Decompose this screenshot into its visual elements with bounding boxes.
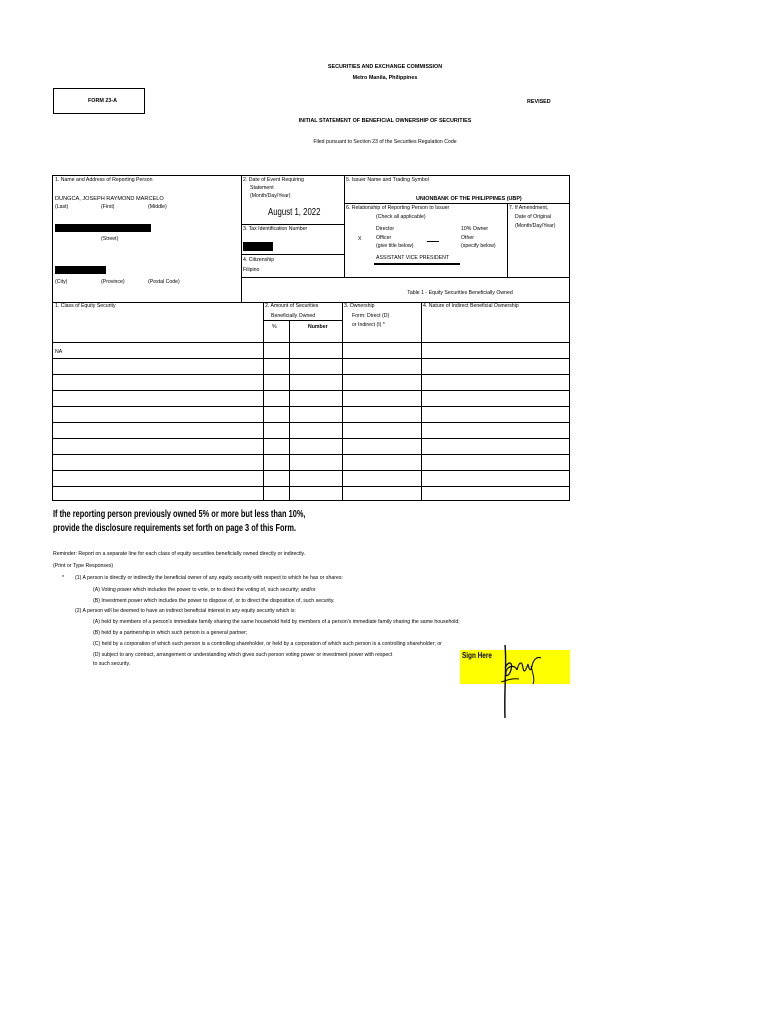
province-label: (Province) <box>101 279 125 285</box>
citizenship-value: Filipino <box>243 267 260 273</box>
col-divider <box>263 302 264 501</box>
divider <box>263 320 342 321</box>
reminder-asterisk: * <box>62 575 65 581</box>
reminder-line-1: Reminder: Report on a separate line for each class of equity securities beneficially owned directly or indirectly. <box>53 551 306 557</box>
reporting-person-name: DUNGCA, JOSEPH RAYMOND MARCELO <box>55 196 164 202</box>
officer-option: Officer <box>376 235 392 241</box>
middle-name-label: (Middle) <box>148 204 167 210</box>
table-row-line <box>52 486 570 487</box>
sign-here-label: Sign Here <box>462 651 492 660</box>
event-date-label-3: (Month/Day/Year) <box>250 193 291 199</box>
amendment-label: 7. If Amendment, <box>509 205 549 211</box>
col-ownership-header-2: Form: Direct (D) <box>352 313 390 319</box>
reminder-item-1b: (B) Investment power which includes the power to dispose of, or to direct the disposition of, such security. <box>93 598 335 604</box>
redacted-street <box>55 224 151 232</box>
issuer-value: UNIONBANK OF THE PHILIPPINES (UBP) <box>416 196 522 202</box>
street-label: (Street) <box>101 236 119 242</box>
col-amount-header-2: Beneficially Owned <box>271 313 316 319</box>
event-date-label-2: Statement <box>250 185 274 191</box>
last-name-label: (Last) <box>55 204 69 210</box>
col-ownership-header-3: or Indirect (I) * <box>352 322 385 328</box>
table1-title: Table 1 - Equity Securities Beneficially Owned <box>407 290 513 296</box>
table-row-line <box>52 454 570 455</box>
divider <box>344 175 345 277</box>
reminder-line-2: (Print or Type Responses) <box>53 563 114 569</box>
other-note: (specify below) <box>461 243 496 249</box>
redacted-tin <box>243 242 273 251</box>
first-name-label: (First) <box>101 204 115 210</box>
citizenship-label: 4. Citizenship <box>243 257 275 263</box>
col-amount-header: 2. Amount of Securities <box>265 303 319 309</box>
other-check-line <box>427 241 439 242</box>
table-row-line <box>52 470 570 471</box>
reminder-item-2: (2) A person will be deemed to have an indirect beneficial interest in any equity security which is: <box>75 608 296 614</box>
form-title: INITIAL STATEMENT OF BENEFICIAL OWNERSHIP OF SECURITIES <box>298 118 472 124</box>
reminder-item-2d-cont: to such security. <box>93 661 131 667</box>
table-row-line <box>52 358 570 359</box>
col-ownership-header: 3. Ownership <box>344 303 375 309</box>
officer-title-value: ASSISTANT VICE PRESIDENT <box>376 255 450 261</box>
postal-code-label: (Postal Code) <box>148 279 180 285</box>
notice-line-1: If the reporting person previously owned 5% or more but less than 10%, <box>53 509 306 520</box>
issuer-label: 5. Issuer Name and Trading Symbol <box>346 177 429 183</box>
table-cell-na: NA <box>55 349 63 355</box>
col-divider <box>289 320 290 501</box>
ten-pct-owner-option: 10% Owner <box>461 226 489 232</box>
tin-label: 3. Tax Identification Number <box>243 226 308 232</box>
col-divider <box>421 302 422 501</box>
city-label: (City) <box>55 279 68 285</box>
form-id: FORM 23-A <box>88 98 118 104</box>
officer-note: (give title below) <box>376 243 414 249</box>
signature-image <box>495 640 555 720</box>
divider <box>241 277 570 278</box>
divider <box>241 254 344 255</box>
col-divider <box>342 302 343 501</box>
col-percent-header: % <box>272 324 277 330</box>
amendment-label-2: Date of Original <box>515 214 552 220</box>
table-row-line <box>52 374 570 375</box>
form-id-box <box>53 88 145 114</box>
officer-check-mark: X <box>358 236 362 242</box>
table-row-line <box>52 422 570 423</box>
notice-line-2: provide the disclosure requirements set forth on page 3 of this Form. <box>53 523 297 534</box>
col-number-header: Number <box>308 324 328 330</box>
check-applicable: (Check all applicable) <box>376 214 426 220</box>
event-date-value: August 1, 2022 <box>268 207 321 218</box>
table-row-line <box>52 342 570 343</box>
reminder-item-2d: (D) subject to any contract, arrangement or understanding which gives such person voting power or investment power with respect <box>93 652 393 658</box>
amendment-label-3: (Month/Day/Year) <box>515 223 556 229</box>
divider <box>241 224 344 225</box>
other-option: Other <box>461 235 474 241</box>
reminder-item-1: (1) A person is directly or indirectly the beneficial owner of any equity security with respect to which he has or shares: <box>75 575 343 581</box>
table-row-line <box>52 438 570 439</box>
form-subtitle: Filed pursuant to Section 23 of the Securities Regulation Code <box>313 139 457 145</box>
reminder-item-2c: (C) held by a corporation of which such person is a controlling shareholder, or held by a corporation of which such person is a controlling shareholder; or <box>93 641 442 647</box>
redacted-city <box>55 266 106 274</box>
table-row-line <box>52 406 570 407</box>
divider <box>344 203 570 204</box>
divider <box>507 203 508 277</box>
reminder-item-2b: (B) held by a partnership in which such person is a general partner; <box>93 630 248 636</box>
revised-label: REVISED <box>527 99 551 105</box>
reminder-item-1a: (A) Voting power which includes the power to vote, or to direct the voting of, such security; and/or <box>93 587 316 593</box>
col-nature-header: 4. Nature of Indirect Beneficial Ownership <box>423 303 519 309</box>
reminder-item-2a: (A) held by members of a person's immediate family sharing the same household held by members of a person's immediate family sharing the same household; <box>93 619 460 625</box>
director-option: Director <box>376 226 395 232</box>
agency-name: SECURITIES AND EXCHANGE COMMISSION <box>327 64 443 70</box>
officer-title-underline <box>374 263 460 265</box>
agency-location: Metro Manila, Philippines <box>352 75 418 81</box>
reporting-person-label: 1. Name and Address of Reporting Person <box>55 177 153 183</box>
divider <box>241 175 242 303</box>
event-date-label: 2. Date of Event Requiring <box>243 177 304 183</box>
col-class-header: 1. Class of Equity Security <box>55 303 116 309</box>
table-row-line <box>52 390 570 391</box>
relationship-label: 6. Relationship of Reporting Person to Issuer <box>346 205 450 211</box>
